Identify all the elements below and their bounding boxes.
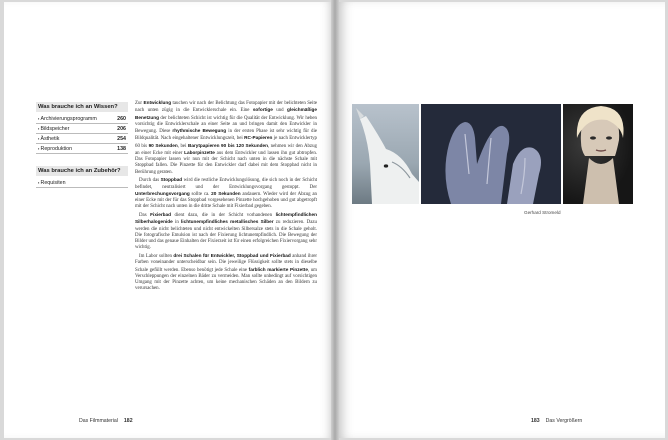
info-sidebar — [36, 102, 128, 188]
left-page-footer — [79, 418, 133, 424]
portrait-photo — [563, 104, 633, 204]
horse-photo — [352, 104, 419, 204]
sidebar-item-page: 206 — [117, 125, 126, 132]
body-text — [135, 100, 317, 294]
sidebar-item-label: ▪ Ästhetik — [38, 136, 59, 142]
sidebar-item-label: ▪ Requisiten — [38, 180, 66, 186]
sidebar-item — [36, 114, 128, 124]
paragraph: Im Labor sollten drei Schalen für Entwickler, Stoppbad und Fixierbad anhand ihrer Farben voneinander unterscheidbar sein. Die jeweilige Flüssigkeit sollte stets in dieselbe Schale gefüllt werden. Ebenso benötigt jede Schale eine farblich markierte Pinzette, um Verschleppungen der einzelnen Bäder zu vermeiden. Man sollte unbedingt auf vorsichtigen Umgang mit der Pinzette achten, um keine mechanischen Schäden an den Bildern zu verursachen. — [135, 253, 317, 292]
sidebar-item-label: ▪ Bildspeicher — [38, 126, 69, 132]
paragraph: Zur Entwicklung tauchen wir nach der Belichtung das Fotopapier mit der belichteten Seite nach unten zügig in die Entwicklerschale ein. Eine sofortige und gleichmäßige Benetzung der belichteten Schicht ist wichtig für die Qualität der Entwicklung. Wir heben vorsichtig die Entwicklerschale an einer Seite an und bringen damit den Entwickler in Bewegung. Diese rhythmische Bewegung in der ersten Phase ist sehr wichtig für die Bildqualität. Nach eingehaltener Entwicklungszeit, bei RC-Papieren je nach Entwicklertyp 60 bis 90 Sekunden, bei Barytpapieren 90 bis 120 Sekunden, nehmen wir den Abzug an einer Ecke mit einer Laborpinzette aus dem Entwickler und lassen ihn gut abtropfen. Das Fotopapier lassen wir nun mit der Schicht nach unten in die nächste Schale mit Stoppbad fallen. Die Pinzette für den Entwickler darf dabei mit dem Stoppbad nicht in Berührung geraten. — [135, 100, 318, 175]
sidebar-item-label: ▪ Reproduktion — [38, 146, 72, 152]
photo-caption: Gerhard Stromeld — [524, 210, 561, 215]
page-number: 182 — [123, 418, 133, 424]
right-page-footer — [531, 418, 582, 424]
sidebar-item-page: 138 — [117, 145, 126, 152]
sidebar-item — [36, 144, 128, 154]
sidebar-item — [36, 178, 128, 188]
sidebar-heading-zubehoer: Was brauche ich an Zubehör? — [36, 166, 128, 176]
gloved-hands-photo — [421, 104, 561, 204]
sidebar-item — [36, 134, 128, 144]
page-number: 183 — [531, 418, 540, 424]
chapter-title: Das Filmmaterial — [79, 418, 118, 424]
paragraph: Das Fixierbad dient dazu, die in der Schicht vorhandenen lichtempfindlichen Silberhalogenide in lichtunempfindliches metallisches Silber zu reduzieren. Dazu werden die nicht belichteten und nicht entwickelten Silbersalze stets in die Schale geholt. Die fotografische Emulsion ist nach der Fixierung lichtunempfindlich. Die Bewegung der Bilder und das genaue Einhalten der Fixierzeit ist für einen erfolgreichen Fixiervorgang sehr wichtig. — [135, 212, 318, 251]
sidebar-heading-wissen: Was brauche ich an Wissen? — [36, 102, 128, 112]
sidebar-item-label: ▪ Archivierungsprogramm — [38, 116, 97, 122]
chapter-title: Das Vergrößern — [545, 418, 583, 424]
paragraph: Durch das Stoppbad wird die restliche Entwicklungslösung, die sich noch in der Schicht befindet, neutralisiert und der Entwicklungsvorgang gestoppt. Der Unterbrechungsvorgang sollte ca. 20 Sekunden andauern. Wieder wird der Abzug an einer Ecke mit der für das Stoppbad vorgesehenen Pinzette hochgehoben und gut abgetropft mit der Schicht nach unten in die dritte Schale mit Fixierbad gegeben. — [135, 177, 317, 210]
sidebar-item-page: 254 — [117, 135, 126, 142]
photo-strip — [352, 104, 633, 204]
right-page — [339, 2, 665, 438]
book-gutter — [331, 0, 339, 440]
sidebar-item-page: 260 — [117, 115, 126, 122]
sidebar-item — [36, 124, 128, 134]
